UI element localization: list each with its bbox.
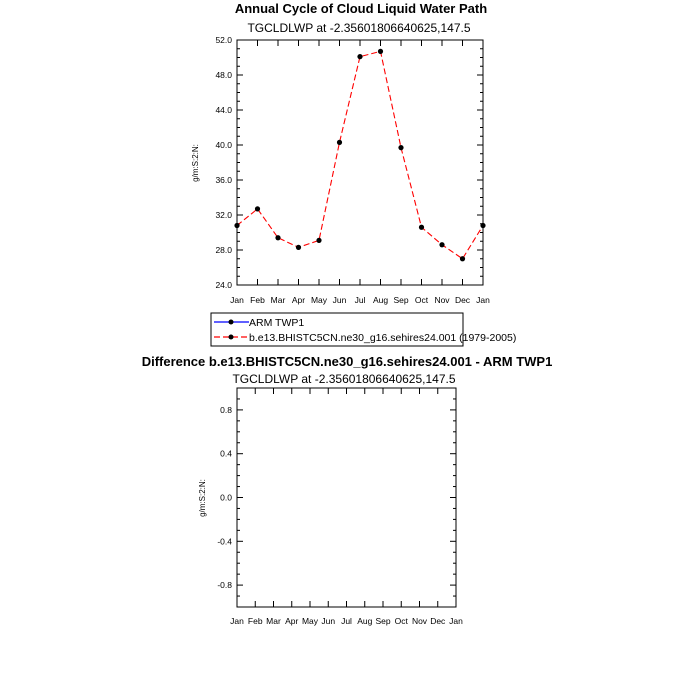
plot-frame — [237, 40, 483, 285]
legend-marker-arm — [229, 320, 234, 325]
x-tick-label: Feb — [247, 616, 263, 626]
y-tick-label: 32.0 — [215, 210, 232, 220]
x-tick-label: Nov — [411, 616, 428, 626]
data-point — [357, 54, 362, 59]
legend-label-arm: ARM TWP1 — [249, 317, 305, 329]
y-tick-label: -0.4 — [217, 536, 232, 547]
difference-y-axis-label: g/m:S:2:N: — [198, 479, 207, 517]
data-point — [480, 223, 485, 228]
data-point — [439, 242, 444, 247]
difference-axis-ticks — [217, 388, 463, 626]
x-tick-label: Sep — [393, 295, 409, 305]
y-tick-label: 0.4 — [220, 448, 232, 459]
x-tick-label: Oct — [414, 295, 429, 305]
x-tick-label: Dec — [454, 295, 471, 305]
data-point — [316, 238, 321, 243]
x-tick-label: Jun — [332, 295, 347, 305]
x-tick-label: Mar — [270, 295, 286, 305]
x-tick-label: Aug — [372, 295, 389, 305]
y-tick-label: 28.0 — [215, 245, 232, 255]
x-tick-label: Nov — [434, 295, 450, 305]
x-tick-label: Jul — [354, 295, 366, 305]
y-tick-label: 40.0 — [215, 140, 232, 150]
data-point — [275, 235, 280, 240]
data-point — [419, 225, 424, 230]
x-tick-label: Jul — [341, 616, 352, 626]
x-tick-label: Apr — [291, 295, 306, 305]
data-point — [255, 206, 260, 211]
data-point — [460, 256, 465, 261]
y-tick-label: 44.0 — [215, 105, 232, 115]
data-point — [337, 140, 342, 145]
top-series-group — [234, 49, 485, 262]
difference-plot-frame — [237, 388, 456, 607]
y-tick-label: 48.0 — [215, 70, 232, 80]
x-tick-label: Oct — [394, 616, 408, 626]
x-tick-label: Jan — [230, 616, 244, 626]
x-tick-label: May — [301, 616, 319, 626]
x-tick-label: Dec — [430, 616, 446, 626]
data-point — [378, 49, 383, 54]
x-tick-label: Aug — [357, 616, 373, 626]
y-tick-label: 0.8 — [220, 404, 232, 415]
x-tick-label: Apr — [285, 616, 299, 626]
data-point — [296, 245, 301, 250]
y-tick-label: 36.0 — [215, 175, 232, 185]
x-tick-label: May — [310, 295, 328, 305]
chart-subtitle: TGCLDLWP at -2.35601806640625,147.5 — [247, 21, 471, 35]
top-axis-ticks — [215, 35, 490, 305]
y-tick-label: -0.8 — [217, 580, 232, 591]
x-tick-label: Jan — [449, 616, 463, 626]
x-tick-label: Jun — [321, 616, 336, 626]
y-axis-label: g/m:S:2:N: — [191, 144, 200, 182]
x-tick-label: Jan — [476, 295, 490, 305]
x-tick-label: Sep — [375, 616, 391, 626]
chart-title: Annual Cycle of Cloud Liquid Water Path — [234, 1, 488, 16]
y-tick-label: 0.0 — [220, 492, 232, 503]
legend-label-model: b.e13.BHISTC5CN.ne30_g16.sehires24.001 (1979-2005) — [249, 332, 517, 344]
difference-chart-subtitle: TGCLDLWP at -2.35601806640625,147.5 — [232, 372, 456, 386]
legend-marker-model — [229, 335, 234, 340]
data-point — [234, 223, 239, 228]
y-tick-label: 24.0 — [215, 280, 232, 290]
difference-chart-title: Difference b.e13.BHISTC5CN.ne30_g16.sehires24.001 - ARM TWP1 — [141, 354, 553, 369]
series-line — [237, 51, 483, 258]
y-tick-label: 52.0 — [215, 35, 232, 45]
x-tick-label: Feb — [250, 295, 265, 305]
x-tick-label: Jan — [230, 295, 244, 305]
x-tick-label: Mar — [266, 616, 281, 626]
data-point — [398, 145, 403, 150]
